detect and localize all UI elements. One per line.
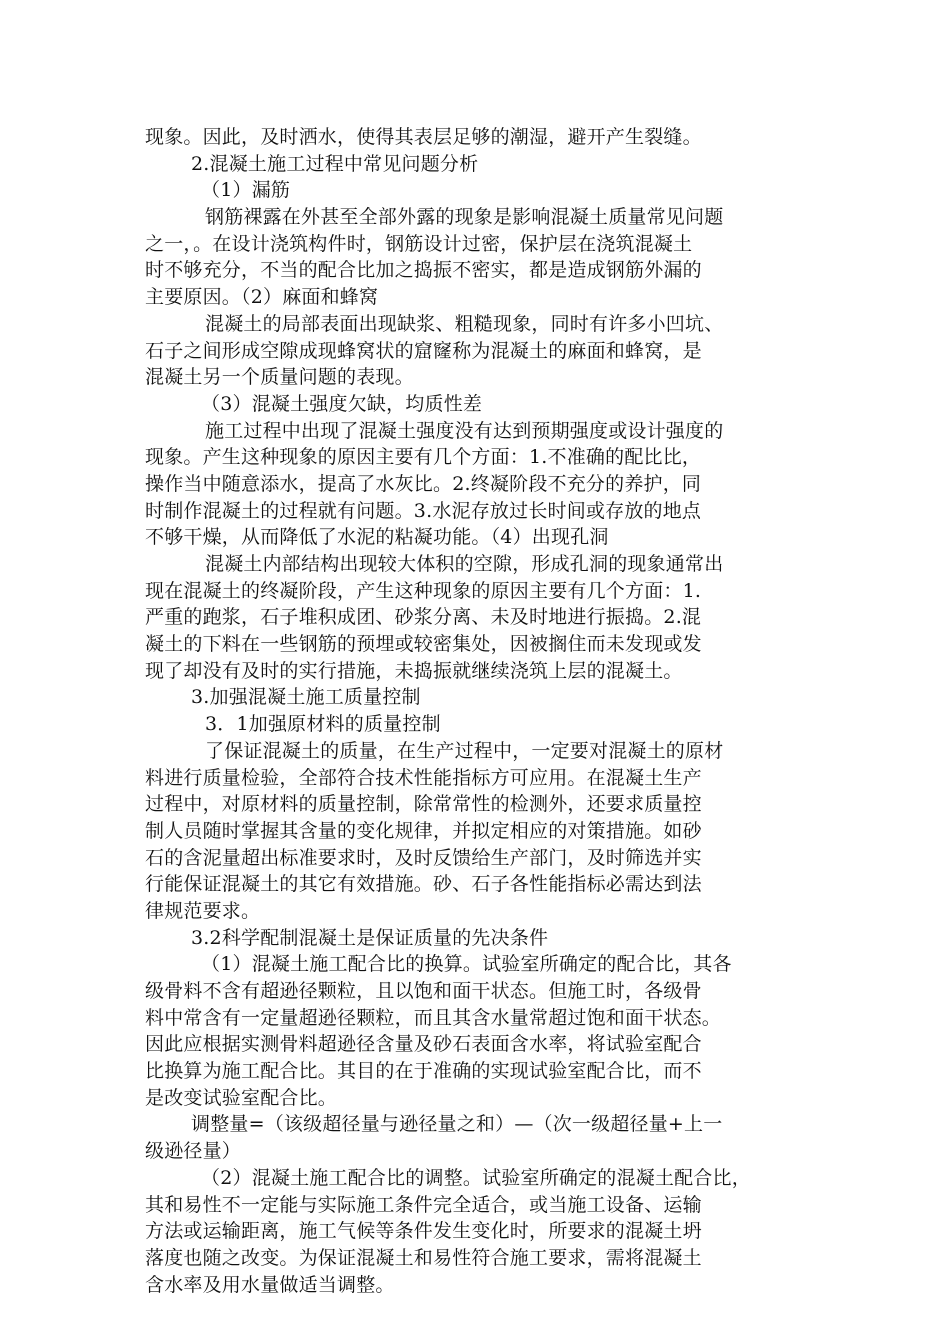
formula-line: 调整量=（该级超径量与逊径量之和）—（次一级超径量+上一: [191, 1113, 723, 1136]
text-line: 不够干燥，从而降低了水泥的粘凝功能。（4）出现孔洞: [145, 526, 609, 549]
text-line: 制人员随时掌握其含量的变化规律，并拟定相应的对策措施。如砂: [145, 819, 702, 842]
text-line: 时不够充分，不当的配合比加之捣振不密实，都是造成钢筋外漏的: [145, 259, 702, 282]
text-line: 施工过程中出现了混凝土强度没有达到预期强度或设计强度的: [205, 419, 724, 442]
section-heading: 3.加强混凝土施工质量控制: [191, 686, 421, 709]
formula-line: 级逊径量）: [145, 1140, 242, 1163]
text-line: 钢筋裸露在外甚至全部外露的现象是影响混凝土质量常见问题: [205, 206, 724, 229]
text-line: （1）混凝土施工配合比的换算。试验室所确定的配合比，其各: [201, 953, 732, 976]
text-line: 了保证混凝土的质量，在生产过程中，一定要对混凝土的原材: [205, 739, 724, 762]
text-line: （2）混凝土施工配合比的调整。试验室所确定的混凝土配合比，: [201, 1166, 751, 1189]
text-line: 因此应根据实测骨料超逊径含量及砂石表面含水率，将试验室配合: [145, 1033, 702, 1056]
text-line: 石的含泥量超出标准要求时，及时反馈给生产部门，及时筛选并实: [145, 846, 702, 869]
text-line: 石子之间形成空隙成现蜂窝状的窟窿称为混凝土的麻面和蜂窝，是: [145, 339, 702, 362]
text-line: 现象。产生这种现象的原因主要有几个方面：1.不准确的配比比，: [145, 446, 702, 469]
text-line: 严重的跑浆，石子堆积成团、砂浆分离、未及时地进行振捣。2.混: [145, 606, 702, 629]
text-line: 现象。因此，及时洒水，使得其表层足够的潮湿，避开产生裂缝。: [145, 126, 702, 148]
subsection-heading: 3.2科学配制混凝土是保证质量的先决条件: [191, 926, 549, 949]
subsection-heading: （1）漏筋: [201, 179, 291, 202]
subsection-heading: （3）混凝土强度欠缺，均质性差: [201, 392, 483, 415]
text-line: 现在混凝土的终凝阶段，产生这种现象的原因主要有几个方面：1.: [145, 579, 702, 602]
text-line: 时制作混凝土的过程就有问题。3.水泥存放过长时间或存放的地点: [145, 499, 702, 522]
text-line: 是改变试验室配合比。: [145, 1086, 338, 1109]
text-line: 之一，。在设计浇筑构件时，钢筋设计过密，保护层在浇筑混凝土: [145, 232, 693, 255]
text-line: 现了却没有及时的实行措施，未捣振就继续浇筑上层的混凝土。: [145, 659, 683, 682]
text-line: 主要原因。（2）麻面和蜂窝: [145, 286, 379, 309]
text-line: 含水率及用水量做适当调整。: [145, 1273, 395, 1296]
text-line: 其和易性不一定能与实际施工条件完全适合，或当施工设备、运输: [145, 1193, 702, 1216]
text-line: 混凝土的局部表面出现缺浆、粗糙现象，同时有许多小凹坑、: [205, 312, 724, 335]
text-line: 比换算为施工配合比。其目的在于准确的实现试验室配合比，而不: [145, 1060, 702, 1083]
text-line: 过程中，对原材料的质量控制，除常常性的检测外，还要求质量控: [145, 793, 702, 816]
text-line: 方法或运输距离，施工气候等条件发生变化时，所要求的混凝土坍: [145, 1220, 702, 1243]
text-line: 行能保证混凝土的其它有效措施。砂、石子各性能指标必需达到法: [145, 873, 702, 896]
section-heading: 2.混凝土施工过程中常见问题分析: [191, 152, 479, 175]
text-line: 落度也随之改变。为保证混凝土和易性符合施工要求，需将混凝土: [145, 1246, 702, 1269]
subsection-heading: 3．1加强原材料的质量控制: [205, 713, 441, 736]
text-line: 级骨料不含有超逊径颗粒，且以饱和面干状态。但施工时，各级骨: [145, 980, 702, 1002]
text-line: 操作当中随意添水，提高了水灰比。2.终凝阶段不充分的养护，同: [145, 472, 702, 495]
text-line: 混凝土内部结构出现较大体积的空隙，形成孔洞的现象通常出: [205, 553, 724, 575]
document-body: [145, 124, 810, 1298]
text-line: 料中常含有一定量超逊径颗粒，而且其含水量常超过饱和面干状态。: [145, 1006, 722, 1029]
text-line: 混凝土另一个质量问题的表现。: [145, 366, 414, 389]
text-line: 律规范要求。: [145, 899, 261, 922]
text-line: 料进行质量检验，全部符合技术性能指标方可应用。在混凝土生产: [145, 766, 702, 789]
text-line: 凝土的下料在一些钢筋的预埋或较密集处，因被搁住而未发现或发: [145, 633, 702, 656]
